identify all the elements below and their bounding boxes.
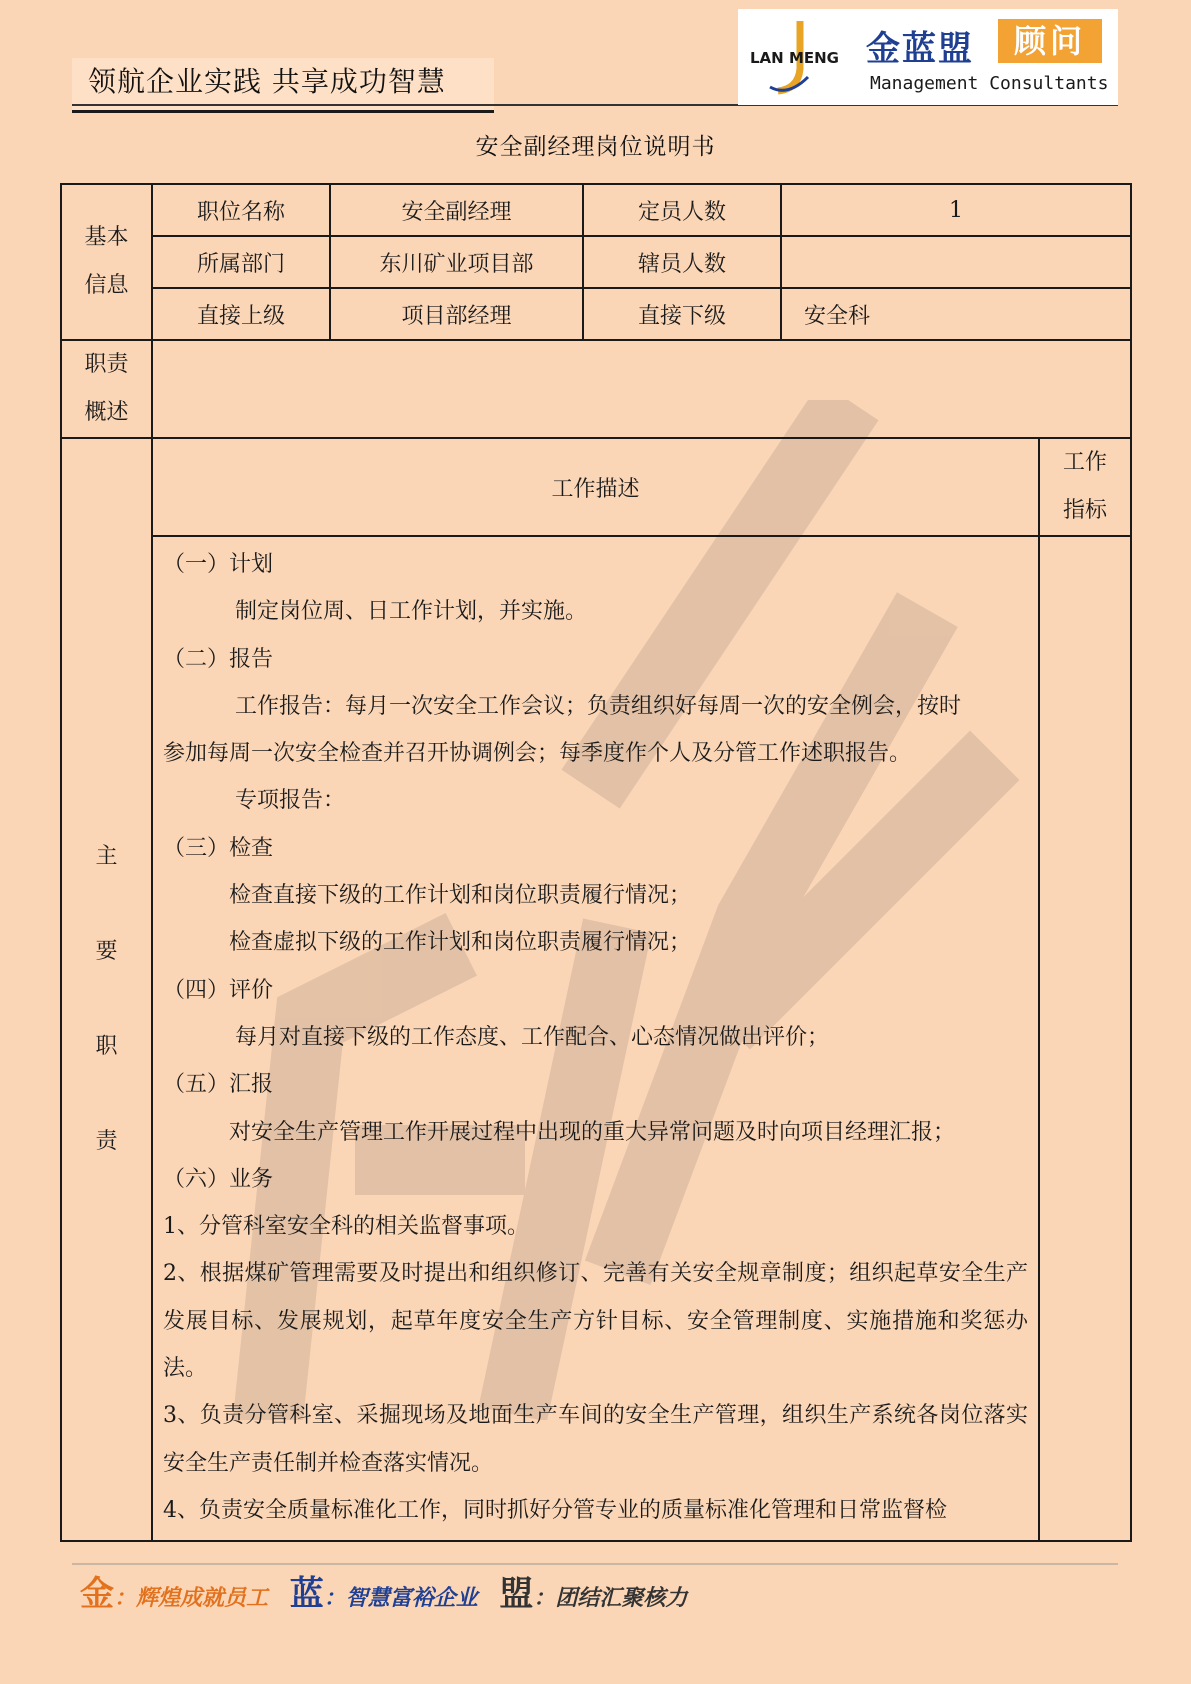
info-row <box>61 184 1131 236</box>
info-key: 辖员人数 <box>583 236 781 288</box>
info-value: 安全副经理 <box>330 184 583 236</box>
logo-cn-badge: 顾问 <box>998 19 1102 63</box>
duty-line: 检查虚拟下级的工作计划和岗位职责履行情况； <box>229 930 692 956</box>
duty-line: 专项报告： <box>235 788 346 814</box>
duties-header-row <box>61 438 1131 536</box>
work-metric-header: 工作 指标 <box>1039 438 1131 536</box>
logo-en: Management Consultants <box>870 73 1109 94</box>
duty-line: 检查直接下级的工作计划和岗位职责履行情况； <box>229 883 692 909</box>
footer-text-gold: ：辉煌成就员工 <box>114 1585 269 1611</box>
logo-cn: 金蓝盟 <box>866 29 974 69</box>
summary-content <box>152 340 1131 438</box>
footer-text-blue: ：智慧富裕企业 <box>323 1585 478 1611</box>
info-key: 定员人数 <box>583 184 781 236</box>
duty-line: 对安全生产管理工作开展过程中出现的重大异常问题及时向项目经理汇报； <box>229 1119 956 1145</box>
info-value <box>781 236 1131 288</box>
work-description-header: 工作描述 <box>152 438 1039 536</box>
lanmeng-logo-icon <box>748 17 848 99</box>
duty-line: 2、根据煤矿管理需要及时提出和组织修订、完善有关安全规章制度；组织起草安全生产发展目标、发展规划，起草年度安全生产方针目标、安全管理制度、实施措施和奖惩办法。 <box>163 1261 1028 1382</box>
duties-body-row <box>61 536 1131 1541</box>
section-title: （六）业务 <box>163 1166 274 1192</box>
info-row <box>61 288 1131 340</box>
footer-char-dark: 盟 <box>499 1574 534 1614</box>
summary-label: 职责 概述 <box>61 340 152 438</box>
duty-line: 工作报告：每月一次安全工作会议；负责组织好每周一次的安全例会，按时 <box>235 693 962 719</box>
info-key: 直接下级 <box>583 288 781 340</box>
logo-text: LAN MENG <box>750 49 839 67</box>
section-title: （一）计划 <box>163 552 274 577</box>
footer-text-dark: ：团结汇聚核力 <box>533 1585 688 1611</box>
company-logo <box>738 9 1118 105</box>
footer-rule <box>72 1563 1118 1565</box>
duty-line: 4、负责安全质量标准化工作，同时抓好分管专业的质量标准化管理和日常监督检 <box>163 1497 947 1523</box>
info-row <box>61 236 1131 288</box>
duty-line: 每月对直接下级的工作态度、工作配合、心态情况做出评价； <box>235 1024 830 1050</box>
duties-label: 主 要 职 责 <box>61 438 152 1541</box>
duty-line: 1、分管科室安全科的相关监督事项。 <box>163 1214 529 1240</box>
duty-line: 参加每周一次安全检查并召开协调例会；每季度作个人及分管工作述职报告。 <box>163 741 912 767</box>
section-title: （五）汇报 <box>163 1072 274 1098</box>
info-key: 直接上级 <box>152 288 330 340</box>
section-title: （四）评价 <box>163 977 274 1003</box>
footer-motto <box>80 1566 687 1615</box>
document-title: 安全副经理岗位说明书 <box>475 134 716 160</box>
info-value: 项目部经理 <box>330 288 583 340</box>
duty-line: 制定岗位周、日工作计划，并实施。 <box>235 599 588 625</box>
section-title: （二）报告 <box>163 646 274 672</box>
footer-char-blue: 蓝 <box>289 1574 324 1614</box>
work-description-content <box>152 536 1039 1541</box>
info-value: 1 <box>781 184 1131 236</box>
info-key: 职位名称 <box>152 184 330 236</box>
basic-info-label: 基本 信息 <box>61 184 152 340</box>
info-value: 安全科 <box>781 288 1131 340</box>
summary-row <box>61 340 1131 438</box>
section-title: （三）检查 <box>163 835 274 861</box>
info-key: 所属部门 <box>152 236 330 288</box>
job-description-table <box>60 183 1132 1542</box>
footer-char-gold: 金 <box>80 1574 114 1614</box>
work-metric-content <box>1039 536 1131 1541</box>
slogan: 领航企业实践 共享成功智慧 <box>88 65 446 98</box>
duty-line: 3、负责分管科室、采掘现场及地面生产车间的安全生产管理，组织生产系统各岗位落实安全生产责任制并检查落实情况。 <box>163 1403 1028 1476</box>
info-value: 东川矿业项目部 <box>330 236 583 288</box>
